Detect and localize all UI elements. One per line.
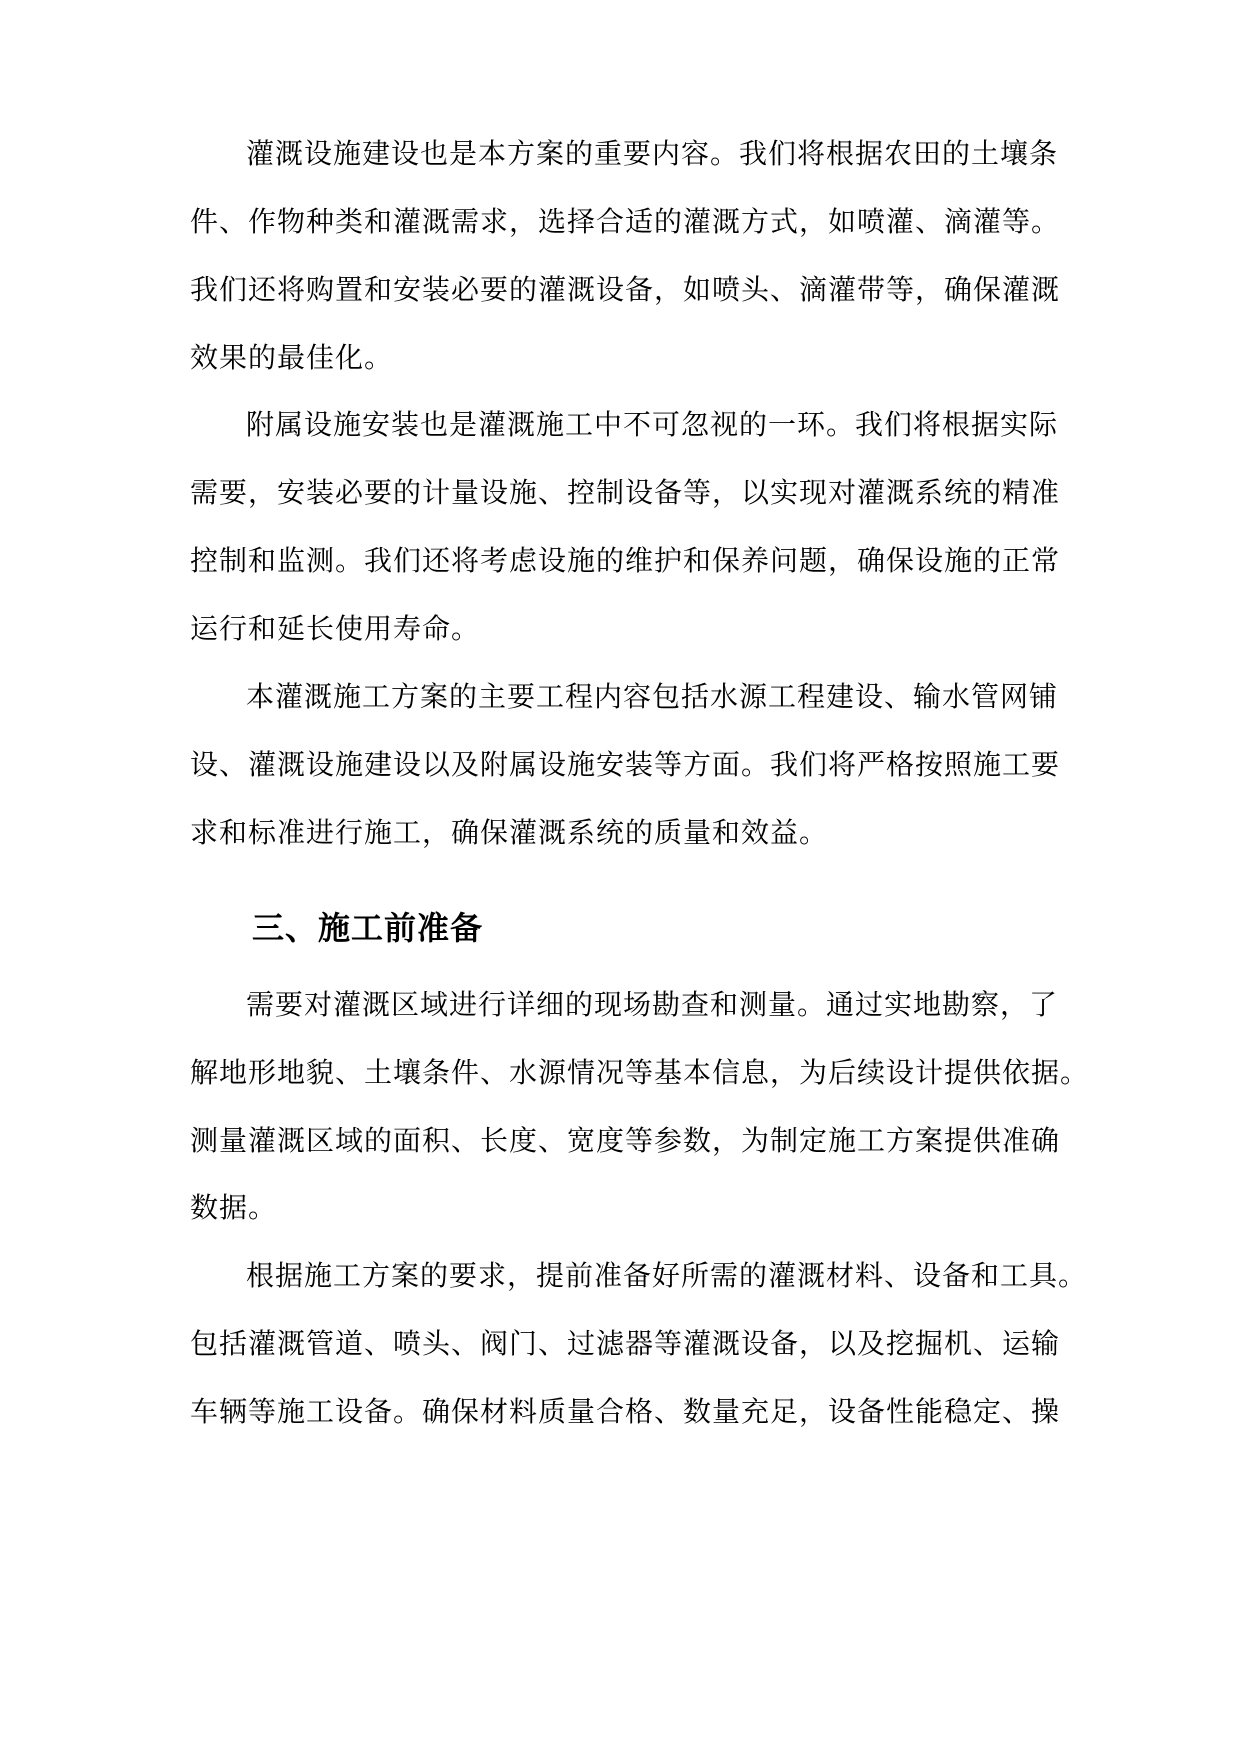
paragraph-2-line-3: 控制和监测。我们还将考虑设施的维护和保养问题，确保设施的正常 — [190, 544, 1061, 577]
section-paragraph-1-line-4: 数据。 — [190, 1191, 278, 1224]
paragraph-1-line-1: 灌溉设施建设也是本方案的重要内容。我们将根据农田的土壤条 — [246, 137, 1059, 170]
paragraph-3-line-2: 设、灌溉设施建设以及附属设施安装等方面。我们将严格按照施工要 — [190, 748, 1061, 781]
section-paragraph-2-line-1: 根据施工方案的要求，提前准备好所需的灌溉材料、设备和工具。 — [246, 1259, 1088, 1292]
paragraph-1-line-2: 件、作物种类和灌溉需求，选择合适的灌溉方式，如喷灌、滴灌等。 — [190, 205, 1061, 238]
paragraph-2-line-1: 附属设施安装也是灌溉施工中不可忽视的一环。我们将根据实际 — [246, 408, 1059, 441]
section-paragraph-1-line-3: 测量灌溉区域的面积、长度、宽度等参数，为制定施工方案提供准确 — [190, 1124, 1061, 1157]
section-paragraph-1-line-1: 需要对灌溉区域进行详细的现场勘查和测量。通过实地勘察，了 — [246, 988, 1059, 1021]
paragraph-2-line-4: 运行和延长使用寿命。 — [190, 612, 481, 645]
paragraph-1-line-3: 我们还将购置和安装必要的灌溉设备，如喷头、滴灌带等，确保灌溉 — [190, 273, 1061, 306]
section-paragraph-2-line-3: 车辆等施工设备。确保材料质量合格、数量充足，设备性能稳定、操 — [190, 1395, 1061, 1428]
paragraph-2-line-2: 需要，安装必要的计量设施、控制设备等，以实现对灌溉系统的精准 — [190, 476, 1061, 509]
section-paragraph-1-line-2: 解地形地貌、土壤条件、水源情况等基本信息，为后续设计提供依据。 — [190, 1056, 1090, 1089]
paragraph-3-line-3: 求和标准进行施工，确保灌溉系统的质量和效益。 — [190, 816, 829, 849]
section-heading: 三、施工前准备 — [252, 909, 484, 947]
paragraph-1-line-4: 效果的最佳化。 — [190, 341, 394, 374]
section-paragraph-2-line-2: 包括灌溉管道、喷头、阀门、过滤器等灌溉设备，以及挖掘机、运输 — [190, 1327, 1061, 1360]
paragraph-3-line-1: 本灌溉施工方案的主要工程内容包括水源工程建设、输水管网铺 — [246, 680, 1059, 713]
